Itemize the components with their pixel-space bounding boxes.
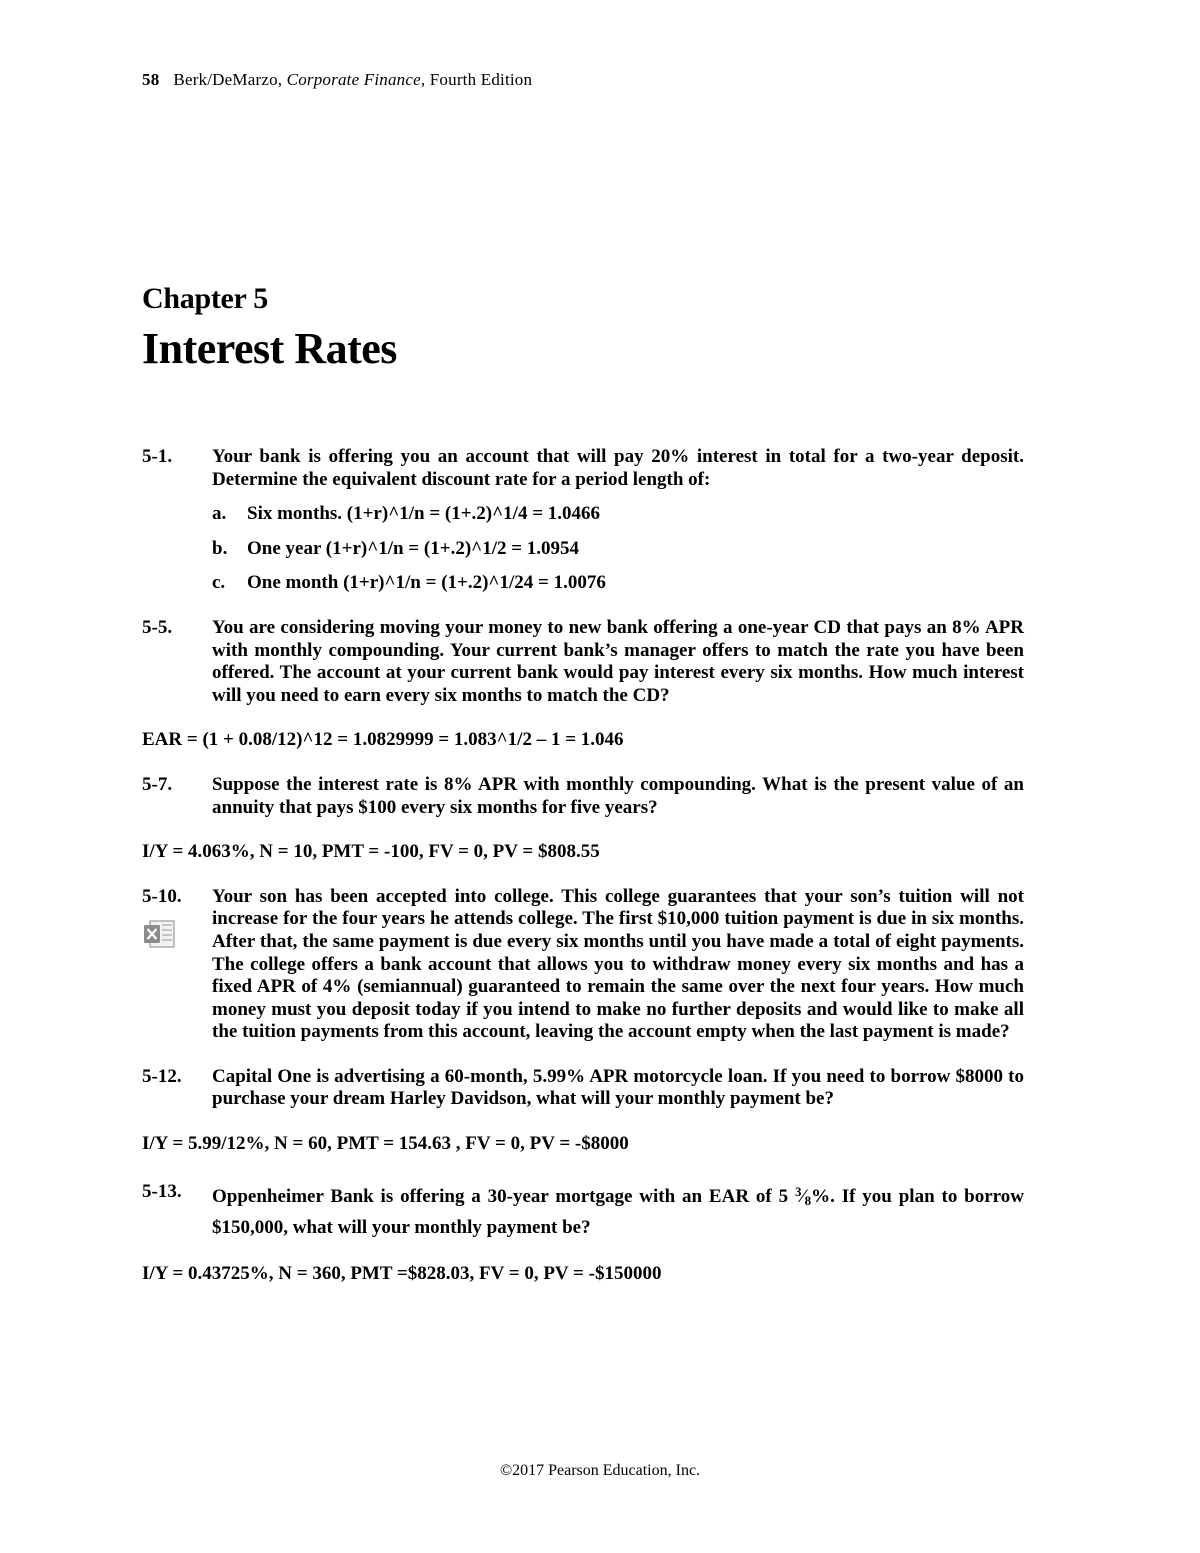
problem-number: 5-10. bbox=[142, 885, 182, 907]
sub-item-text: Six months. (1+r)^1/n = (1+.2)^1/4 = 1.0466 bbox=[247, 503, 601, 525]
running-head-authors: Berk/DeMarzo, bbox=[173, 70, 287, 89]
sub-item-letter: b. bbox=[212, 537, 228, 559]
chapter-label: Chapter 5 bbox=[142, 282, 268, 315]
sub-item-letter: a. bbox=[212, 503, 227, 525]
chapter-title: Interest Rates bbox=[142, 324, 397, 373]
problem-5-7 bbox=[142, 774, 1024, 819]
problem-text: Suppose the interest rate is 8% APR with monthly compounding. What is the present value of an annuity that pays $100 every six months for five years? bbox=[212, 773, 1024, 818]
problem-text-start: Oppenheimer Bank is offering a 30-year mortgage with an EAR of 5 bbox=[212, 1185, 795, 1207]
running-head-book-title: Corporate Finance, bbox=[286, 70, 426, 89]
page-number: 58 bbox=[142, 70, 160, 89]
running-head bbox=[142, 70, 532, 90]
problem-list bbox=[142, 446, 1024, 1285]
fraction-numerator: 3 bbox=[794, 1183, 802, 1199]
problem-5-5 bbox=[142, 617, 1024, 707]
problem-5-13: 5-13. Oppenheimer Bank is offering a 30-year mortgage with an EAR of 5 $^3$⁄8%. If you plan to borrow $150,000, what will your monthly payment be? bbox=[142, 1178, 1024, 1241]
problem-text: You are considering moving your money to new bank offering a one-year CD that pays an 8% APR with monthly compounding. Your current bank’s manager offers to match the rate you have been offered. The account at your current bank would pay interest every six months. How much interest will you need to earn every six months to match the CD? bbox=[212, 616, 1024, 706]
sub-item-a bbox=[142, 503, 1024, 526]
sub-item-text: One month (1+r)^1/n = (1+.2)^1/24 = 1.0076 bbox=[247, 572, 606, 594]
problem-5-1 bbox=[142, 446, 1024, 491]
problem-number: 5-13. bbox=[142, 1180, 182, 1202]
problem-5-10 bbox=[142, 886, 1024, 1044]
problem-5-12 bbox=[142, 1066, 1024, 1111]
problem-text-end: %. If you plan to borrow $150,000, what will your monthly payment be? bbox=[212, 1185, 1024, 1238]
answer-5-13: I/Y = 0.43725%, N = 360, PMT =$828.03, FV = 0, PV = -$150000 bbox=[142, 1262, 662, 1284]
copyright-footer: ©2017 Pearson Education, Inc. bbox=[499, 1462, 701, 1479]
problem-text: Your son has been accepted into college. This college guarantees that your son’s tuition will not increase for the four years he attends college. The first $10,000 tuition payment is due in six months. After that, the same payment is due every six months until you have made a total of eight payments. The college offers a bank account that allows you to withdraw money every six months and has a fixed APR of 4% (semiannual) guaranteed to remain the same over the next four years. How much money must you deposit today if you intend to make no further deposits and would like to make all the tuition payments from this account, leaving the account empty when the last payment is made? bbox=[212, 885, 1024, 1043]
problem-number: 5-1. bbox=[142, 446, 173, 467]
answer-5-12: I/Y = 5.99/12%, N = 60, PMT = 154.63 , FV = 0, PV = -$8000 bbox=[142, 1133, 629, 1155]
problem-number: 5-12. bbox=[142, 1065, 182, 1087]
fraction-denominator: 8 bbox=[804, 1192, 812, 1208]
problem-text: Your bank is offering you an account that will pay 20% interest in total for a two-year deposit. Determine the equivalent discount rate for a period length of: bbox=[212, 446, 1024, 490]
sub-item-text: One year (1+r)^1/n = (1+.2)^1/2 = 1.0954 bbox=[247, 537, 580, 559]
problem-text: Capital One is advertising a 60-month, 5.99% APR motorcycle loan. If you need to borrow $8000 to purchase your dream Harley Davidson, what will your monthly payment be? bbox=[212, 1065, 1024, 1110]
running-head-edition: Fourth Edition bbox=[425, 70, 533, 89]
sub-item-b bbox=[142, 538, 1024, 561]
answer-5-5: EAR = (1 + 0.08/12)^12 = 1.0829999 = 1.083^1/2 – 1 = 1.046 bbox=[142, 729, 624, 751]
excel-spreadsheet-icon[interactable] bbox=[142, 919, 176, 949]
answer-5-7: I/Y = 4.063%, N = 10, PMT = -100, FV = 0, PV = $808.55 bbox=[142, 841, 600, 863]
problem-number: 5-5. bbox=[142, 616, 173, 638]
sub-item-letter: c. bbox=[212, 572, 226, 594]
sub-item-c bbox=[142, 572, 1024, 595]
problem-number: 5-7. bbox=[142, 773, 173, 795]
